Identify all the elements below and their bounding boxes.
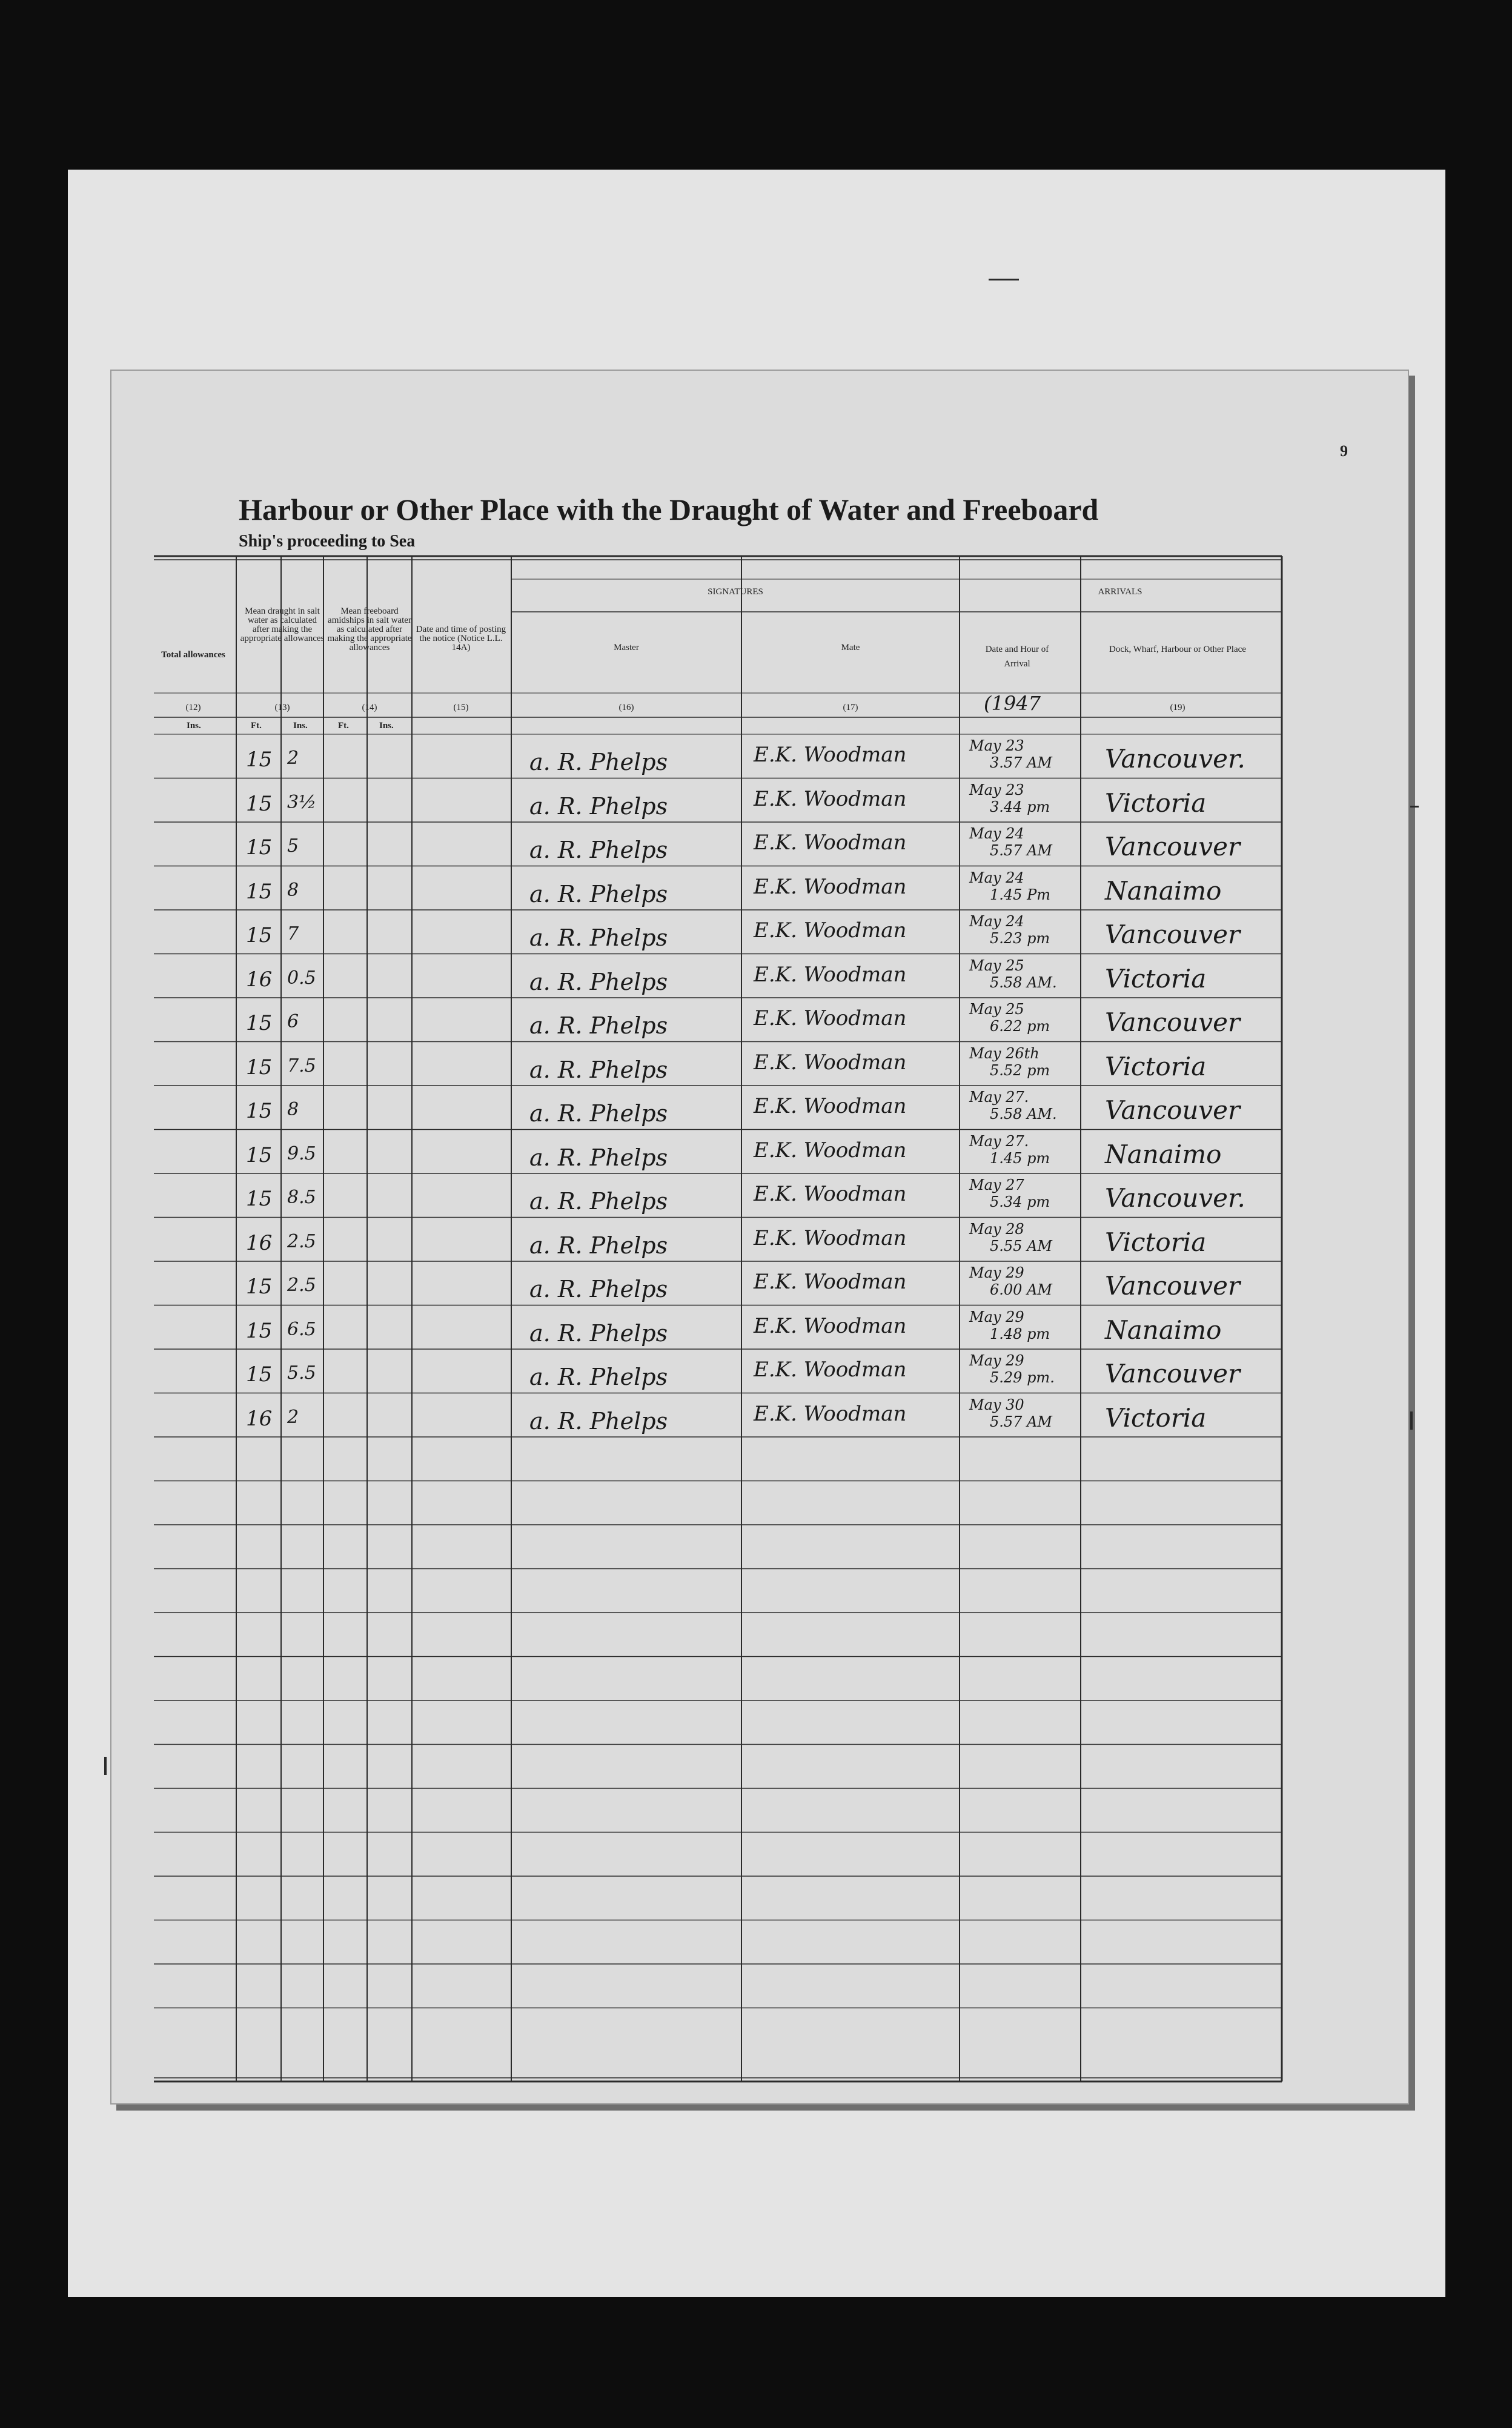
- edge-mark-right-2: [1410, 1411, 1413, 1430]
- arrival-time: 1.48 pm: [990, 1325, 1050, 1342]
- master-signature: a. R. Phelps: [529, 1056, 668, 1083]
- arrival-date: May 29: [969, 1352, 1024, 1369]
- header-date-hour-arrival: Date and Hour of Arrival: [985, 645, 1049, 669]
- col-number-12: (12): [185, 703, 201, 712]
- draught-feet: 15: [246, 1143, 273, 1167]
- arrival-date: May 25: [969, 1001, 1024, 1018]
- arrival-date: May 25: [969, 957, 1024, 974]
- draught-inches: 7: [287, 923, 299, 944]
- header-mate: Mate: [841, 643, 860, 652]
- mate-signature: E.K. Woodman: [754, 1358, 907, 1382]
- master-signature: a. R. Phelps: [529, 1144, 668, 1171]
- master-signature: a. R. Phelps: [529, 837, 668, 863]
- mate-signature: E.K. Woodman: [754, 1138, 907, 1163]
- arrival-date: May 27: [969, 1176, 1024, 1193]
- arrival-date: May 27.: [969, 1089, 1029, 1106]
- arrival-place: Victoria: [1105, 788, 1207, 818]
- draught-feet: 15: [246, 1011, 273, 1035]
- arrival-place: Vancouver: [1105, 1095, 1241, 1125]
- master-signature: a. R. Phelps: [529, 749, 668, 775]
- draught-inches: 8.5: [287, 1187, 316, 1208]
- col-number-14: (14): [362, 703, 377, 712]
- edge-mark-left: [104, 1757, 107, 1775]
- arrival-time: 5.23 pm: [990, 930, 1050, 947]
- form-page: [110, 370, 1409, 2105]
- arrival-date: May 23: [969, 781, 1024, 798]
- draught-inches: 9.5: [287, 1143, 316, 1164]
- arrival-place: Vancouver: [1105, 1007, 1241, 1037]
- mate-signature: E.K. Woodman: [754, 1226, 907, 1250]
- arrival-time: 5.58 AM.: [990, 974, 1057, 991]
- arrival-place: Victoria: [1105, 1227, 1207, 1257]
- draught-inches: 8: [287, 879, 299, 901]
- mate-signature: E.K. Woodman: [754, 831, 907, 855]
- draught-feet: 15: [246, 1187, 273, 1211]
- master-signature: a. R. Phelps: [529, 1319, 668, 1347]
- draught-inches: 0.5: [287, 967, 316, 989]
- mate-signature: E.K. Woodman: [754, 1270, 907, 1294]
- arrival-place: Vancouver: [1105, 1271, 1241, 1301]
- arrival-time: 6.22 pm: [990, 1018, 1050, 1035]
- master-signature: a. R. Phelps: [529, 1364, 668, 1390]
- draught-inches: 8: [287, 1099, 299, 1120]
- arrival-date: May 24: [969, 869, 1024, 886]
- draught-feet: 15: [246, 923, 273, 947]
- page-number: 9: [1340, 442, 1348, 460]
- master-signature: a. R. Phelps: [529, 1232, 668, 1259]
- mate-signature: E.K. Woodman: [754, 1006, 907, 1030]
- arrival-place: Vancouver: [1105, 1359, 1241, 1388]
- arrival-date: May 26th: [969, 1044, 1040, 1062]
- arrival-date: May 28: [969, 1220, 1024, 1238]
- arrival-place: Nanaimo: [1105, 1139, 1222, 1169]
- header-arrivals: ARRIVALS: [1098, 587, 1142, 597]
- header-mean-draught: Mean draught in salt water as calculated after making the appropriate allowances: [240, 606, 325, 643]
- col-number-16: (16): [618, 703, 634, 712]
- mate-signature: E.K. Woodman: [754, 743, 907, 767]
- draught-feet: 15: [246, 748, 273, 772]
- col-number-17: (17): [843, 703, 858, 712]
- mate-signature: E.K. Woodman: [754, 962, 907, 987]
- arrival-time: 5.55 AM: [990, 1237, 1052, 1255]
- master-signature: a. R. Phelps: [529, 792, 668, 820]
- unit-ins-draught: Ins.: [293, 721, 308, 731]
- arrival-date: May 30: [969, 1396, 1024, 1413]
- mate-signature: E.K. Woodman: [754, 1313, 907, 1338]
- arrival-date: May 27.: [969, 1132, 1029, 1150]
- col-number-13: (13): [274, 703, 290, 712]
- arrival-place: Vancouver: [1105, 920, 1241, 949]
- arrival-time: 5.57 AM: [990, 842, 1052, 859]
- arrival-time: 5.58 AM.: [990, 1106, 1057, 1123]
- master-signature: a. R. Phelps: [529, 1012, 668, 1039]
- mate-signature: E.K. Woodman: [754, 1401, 907, 1426]
- arrival-time: 6.00 AM: [990, 1281, 1052, 1298]
- header-total-allowances: Total allowances: [161, 650, 225, 660]
- draught-feet: 15: [246, 1318, 273, 1343]
- form-title: Harbour or Other Place with the Draught of Water and Freeboard: [239, 493, 1099, 526]
- draught-inches: 5: [287, 835, 299, 857]
- arrival-time: 5.29 pm.: [990, 1369, 1055, 1386]
- arrival-time: 1.45 pm: [990, 1149, 1050, 1167]
- arrival-date: May 23: [969, 737, 1024, 754]
- master-signature: a. R. Phelps: [529, 1100, 668, 1127]
- master-signature: a. R. Phelps: [529, 1407, 668, 1435]
- outer-sheet: [68, 170, 1445, 2297]
- master-signature: a. R. Phelps: [529, 968, 668, 995]
- arrival-place: Nanaimo: [1105, 1315, 1222, 1345]
- unit-ins-freeboard: Ins.: [379, 721, 394, 731]
- draught-inches: 6: [287, 1011, 299, 1032]
- arrival-time: 5.57 AM: [990, 1413, 1052, 1430]
- mate-signature: E.K. Woodman: [754, 1050, 907, 1075]
- arrival-date: May 24: [969, 913, 1024, 930]
- arrival-date: May 29: [969, 1264, 1024, 1281]
- draught-feet: 15: [246, 1275, 273, 1299]
- header-master: Master: [614, 643, 639, 652]
- header-mean-freeboard: Mean freeboard amidships in salt water as calculated after making the appropriate allowances: [327, 606, 412, 652]
- draught-inches: 2: [287, 1406, 299, 1428]
- edge-mark-right: [1410, 806, 1419, 808]
- draught-inches: 5.5: [287, 1362, 316, 1384]
- draught-feet: 15: [246, 1362, 273, 1387]
- master-signature: a. R. Phelps: [529, 924, 668, 951]
- arrival-place: Vancouver.: [1105, 744, 1245, 774]
- draught-feet: 15: [246, 835, 273, 860]
- header-date-time-posting: Date and time of posting the notice (Notice L.L. 14A): [416, 625, 506, 652]
- draught-inches: 7.5: [287, 1055, 316, 1076]
- master-signature: a. R. Phelps: [529, 1276, 668, 1302]
- arrival-date: May 24: [969, 825, 1024, 842]
- arrival-place: Nanaimo: [1105, 875, 1222, 906]
- draught-inches: 2.5: [287, 1230, 316, 1252]
- col-number-15: (15): [453, 703, 469, 712]
- header-signatures: SIGNATURES: [708, 587, 763, 597]
- mate-signature: E.K. Woodman: [754, 786, 907, 811]
- year-handwritten: (1947: [984, 692, 1041, 715]
- unit-ft-draught: Ft.: [251, 721, 262, 731]
- draught-inches: 6.5: [287, 1318, 316, 1340]
- stray-mark: [989, 279, 1019, 280]
- arrival-place: Victoria: [1105, 1402, 1207, 1433]
- form-subtitle: Ship's proceeding to Sea: [239, 532, 416, 551]
- arrival-place: Vancouver.: [1105, 1183, 1245, 1213]
- draught-feet: 15: [246, 1055, 273, 1080]
- mate-signature: E.K. Woodman: [754, 918, 907, 943]
- arrival-place: Vancouver: [1105, 832, 1241, 861]
- arrival-date: May 29: [969, 1308, 1024, 1325]
- draught-feet: 15: [246, 879, 273, 904]
- mate-signature: E.K. Woodman: [754, 874, 907, 899]
- unit-ins-total: Ins.: [187, 721, 201, 731]
- master-signature: a. R. Phelps: [529, 1188, 668, 1215]
- draught-feet: 16: [246, 1230, 273, 1255]
- arrival-place: Victoria: [1105, 963, 1207, 993]
- master-signature: a. R. Phelps: [529, 880, 668, 907]
- col-number-19: (19): [1170, 703, 1185, 712]
- draught-feet: 16: [246, 1406, 273, 1431]
- unit-ft-freeboard: Ft.: [338, 721, 349, 731]
- draught-inches: 2.5: [287, 1275, 316, 1296]
- mate-signature: E.K. Woodman: [754, 1094, 907, 1118]
- arrival-time: 3.57 AM: [990, 754, 1052, 771]
- draught-inches: 3½: [287, 791, 317, 813]
- arrival-time: 5.34 pm: [990, 1193, 1050, 1210]
- arrival-time: 3.44 pm: [990, 798, 1050, 815]
- header-dock-wharf: Dock, Wharf, Harbour or Other Place: [1109, 645, 1246, 654]
- arrival-time: 5.52 pm: [990, 1061, 1050, 1079]
- arrival-time: 1.45 Pm: [990, 886, 1050, 903]
- draught-feet: 15: [246, 791, 273, 816]
- draught-inches: 2: [287, 748, 299, 769]
- mate-signature: E.K. Woodman: [754, 1182, 907, 1206]
- draught-feet: 15: [246, 1099, 273, 1123]
- arrival-place: Victoria: [1105, 1051, 1207, 1081]
- draught-feet: 16: [246, 967, 273, 992]
